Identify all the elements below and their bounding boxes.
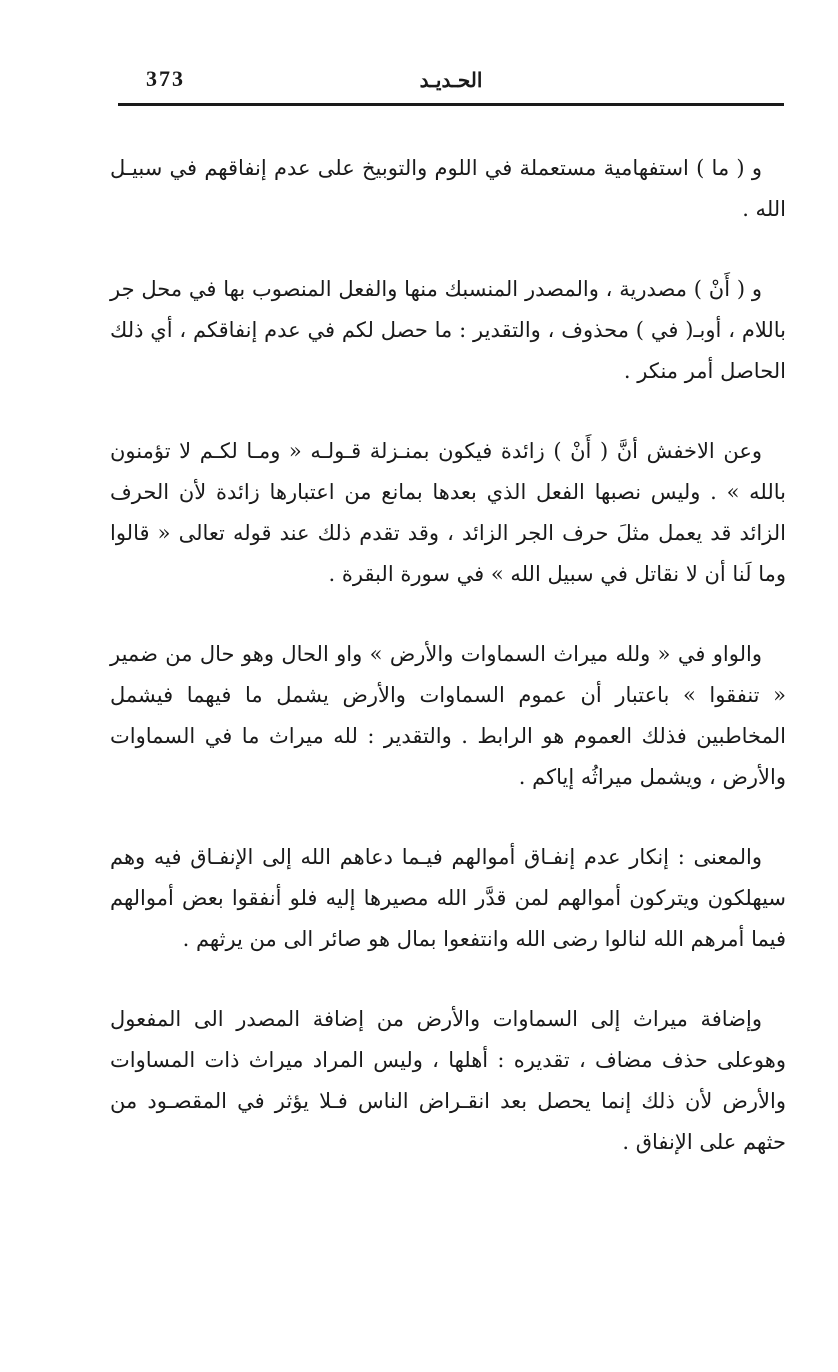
page-header [118, 62, 784, 100]
paragraph: والمعنى : إنكار عدم إنفـاق أموالهم فيـما دعاهم الله إلى الإنفـاق فيه وهم سيهلكون ويتركون أموالهم لمن قدَّر الله مصيرها إليه فلو أنفقوا بعض أموالهم فيما أمرهم الله لنالوا رضى الله وانتفعوا بمال هو صائر الى من يرثهم . [110, 845, 786, 951]
page-number: 373 [146, 66, 185, 91]
paragraph: و ( أَنْ ) مصدرية ، والمصدر المنسبك منها والفعل المنصوب بها في محل جر باللام ، أوبـ( في ) محذوف ، والتقدير : ما حصل لكم في عدم إنفاقكم ، أي ذلك الحاصل أمر منكر . [110, 277, 786, 383]
paragraph: وإضافة ميراث إلى السماوات والأرض من إضافة المصدر الى المفعول وهوعلى حذف مضاف ، تقديره : أهلها ، وليس المراد ميراث ذات المساوات والأرض لأن ذلك إنما يحصل بعد انقـراض الناس فـلا يؤثر في المقصـود من حثهم على الإنفاق . [110, 1007, 786, 1154]
paragraph: وعن الاخفش أنَّ ( أَنْ ) زائدة فيكون بمنـزلة قـولـه « ومـا لكـم لا تؤمنون بالله » . وليس نصبها الفعل الذي بعدها بمانع من اعتبارها زائدة لأن الحرف الزائد قد يعمل مثلَ حرف الجر الزائد ، وقد تقدم ذلك عند قوله تعالى « قالوا وما لَنا أن لا نقاتل في سبيل الله » في سورة البقرة . [110, 439, 786, 586]
paragraph: والواو في « ولله ميراث السماوات والأرض » واو الحال وهو حال من ضمير « تنفقوا » باعتبار أن عموم السماوات والأرض يشمل ما فيهما فيشمل المخاطبين فذلك العموم هو الرابط . والتقدير : لله ميراث ما في السماوات والأرض ، ويشمل ميراثُه إياكم . [110, 642, 786, 789]
page-body [110, 148, 786, 1202]
surah-title: الحـديـد [419, 68, 483, 92]
paragraph: و ( ما ) استفهامية مستعملة في اللوم والتوبيخ على عدم إنفاقهم في سبيـل الله . [110, 156, 786, 221]
header-divider [118, 103, 784, 106]
